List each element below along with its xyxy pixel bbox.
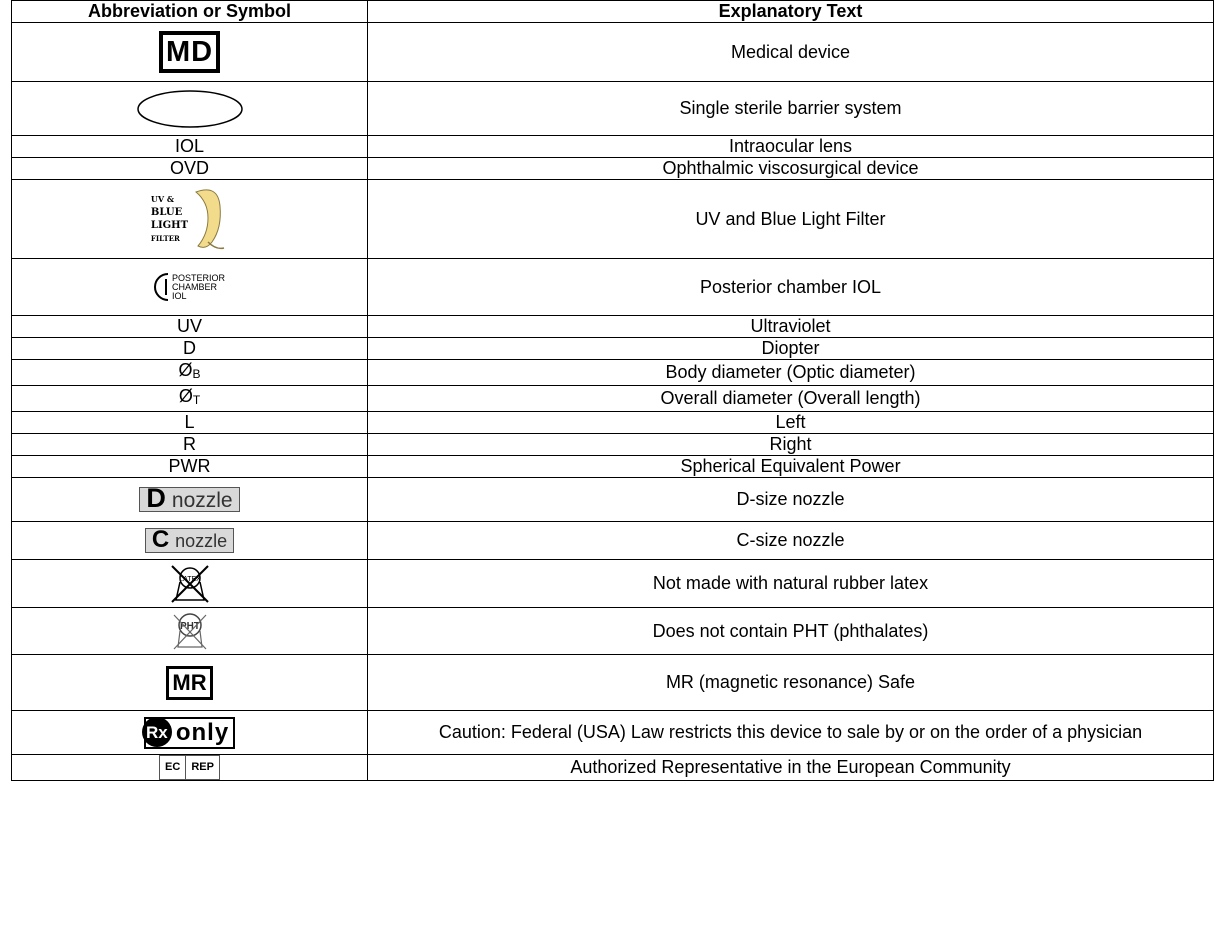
table-row: [12, 180, 1214, 259]
pht-free-icon: [168, 611, 212, 651]
table-row: [12, 711, 1214, 755]
table-row: [12, 478, 1214, 522]
row-text: Posterior chamber IOL: [368, 259, 1214, 316]
row-symbol: PWR: [12, 456, 368, 478]
svg-text:LATEX: LATEX: [178, 575, 201, 583]
abbreviations-table: [11, 0, 1214, 781]
medical-device-icon: MD: [159, 31, 220, 73]
row-text: MR (magnetic resonance) Safe: [368, 655, 1214, 711]
table-row: [12, 755, 1214, 781]
row-text: Does not contain PHT (phthalates): [368, 608, 1214, 655]
table-row: [12, 316, 1214, 338]
row-text: D-size nozzle: [368, 478, 1214, 522]
row-text: Ophthalmic viscosurgical device: [368, 158, 1214, 180]
row-text: Not made with natural rubber latex: [368, 560, 1214, 608]
table-row: [12, 82, 1214, 136]
c-nozzle-icon: C nozzle: [145, 528, 234, 553]
row-text: Body diameter (Optic diameter): [368, 360, 1214, 386]
row-symbol: UV: [12, 316, 368, 338]
latex-free-icon: [168, 564, 212, 604]
table-row: [12, 136, 1214, 158]
row-symbol: OVD: [12, 158, 368, 180]
row-symbol: L: [12, 412, 368, 434]
table-row: [12, 360, 1214, 386]
svg-text:PHT: PHT: [179, 621, 200, 632]
row-text: Single sterile barrier system: [368, 82, 1214, 136]
sterile-barrier-icon: [135, 89, 245, 129]
row-text: Authorized Representative in the European Community: [368, 755, 1214, 781]
table-row: [12, 560, 1214, 608]
row-text: C-size nozzle: [368, 522, 1214, 560]
overall-diameter-symbol: ØT: [12, 386, 368, 412]
table-row: [12, 259, 1214, 316]
row-text: Overall diameter (Overall length): [368, 386, 1214, 412]
header-text: Explanatory Text: [368, 1, 1214, 23]
uv-blue-light-filter-icon: UV & BLUE LIGHT FILTER: [151, 184, 228, 254]
mr-safe-icon: MR: [166, 666, 212, 700]
row-text: Intraocular lens: [368, 136, 1214, 158]
row-text: Diopter: [368, 338, 1214, 360]
row-text: Right: [368, 434, 1214, 456]
table-row: [12, 23, 1214, 82]
d-nozzle-icon: D nozzle: [139, 487, 239, 512]
table-row: [12, 412, 1214, 434]
row-text: Spherical Equivalent Power: [368, 456, 1214, 478]
row-symbol: R: [12, 434, 368, 456]
row-symbol: IOL: [12, 136, 368, 158]
row-text: Caution: Federal (USA) Law restricts this device to sale by or on the order of a physician: [368, 711, 1214, 755]
rx-only-icon: Rx only: [144, 717, 235, 749]
row-text: UV and Blue Light Filter: [368, 180, 1214, 259]
row-text: Ultraviolet: [368, 316, 1214, 338]
posterior-chamber-icon: POSTERIOR CHAMBER IOL: [154, 271, 225, 303]
row-text: Left: [368, 412, 1214, 434]
table-row: [12, 386, 1214, 412]
table-row: [12, 338, 1214, 360]
table-row: [12, 434, 1214, 456]
body-diameter-symbol: ØB: [12, 360, 368, 386]
header-symbol: Abbreviation or Symbol: [12, 1, 368, 23]
ec-rep-icon: EC REP: [159, 755, 220, 780]
row-symbol: D: [12, 338, 368, 360]
lens-icon: [188, 184, 228, 254]
table-row: [12, 158, 1214, 180]
row-text: Medical device: [368, 23, 1214, 82]
table-row: [12, 522, 1214, 560]
table-row: [12, 655, 1214, 711]
table-row: [12, 608, 1214, 655]
table-row: [12, 456, 1214, 478]
